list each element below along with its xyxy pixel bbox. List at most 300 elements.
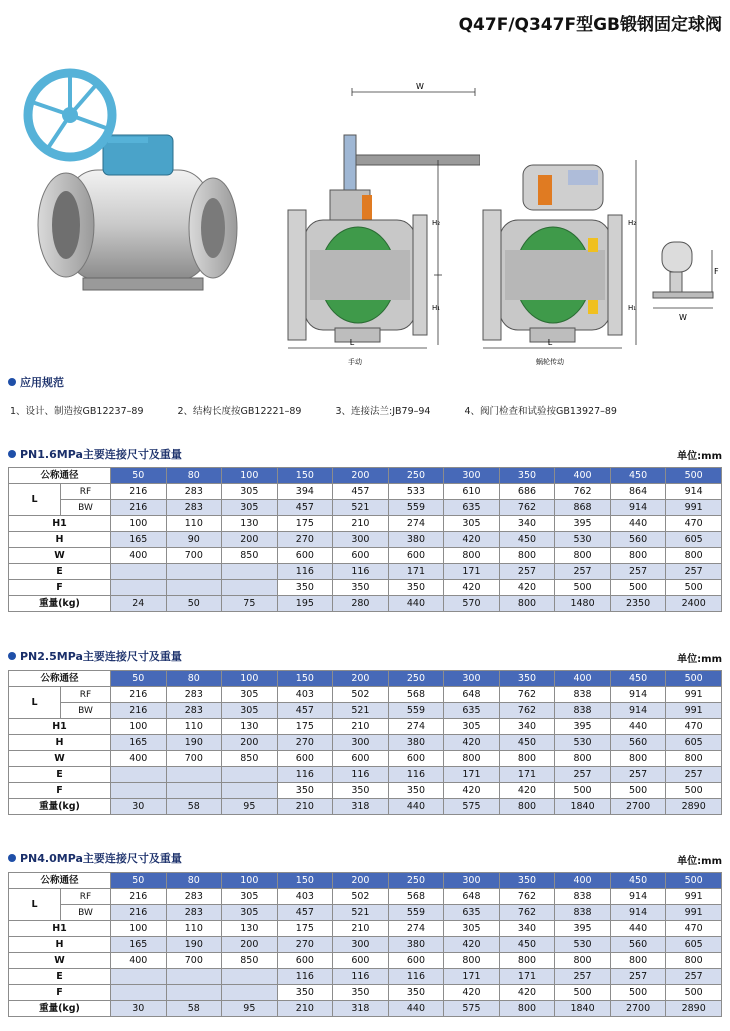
cell-rf: 838: [555, 687, 611, 703]
cell-w: 800: [499, 751, 555, 767]
cell-h: 165: [111, 937, 167, 953]
cell-dn: 200: [333, 671, 389, 687]
cell-bw: 914: [610, 905, 666, 921]
cell-h1: 175: [277, 719, 333, 735]
cell-rf: 283: [166, 889, 222, 905]
table-row: [9, 767, 722, 783]
row-label-e: E: [9, 564, 111, 580]
cell-e: [111, 564, 167, 580]
row-label-weight: 重量(kg): [9, 596, 111, 612]
cell-f: 500: [666, 580, 722, 596]
cell-w: 700: [166, 751, 222, 767]
cell-w: 800: [444, 953, 500, 969]
cell-dn: 400: [555, 671, 611, 687]
cell-h: 190: [166, 735, 222, 751]
cell-e: 171: [499, 767, 555, 783]
cell-h1: 340: [499, 719, 555, 735]
table-row: [9, 921, 722, 937]
cell-dn: 150: [277, 671, 333, 687]
cell-e: 257: [555, 969, 611, 985]
standards-list: [10, 403, 720, 417]
cell-h: 270: [277, 735, 333, 751]
unit-label: 单位:mm: [677, 856, 722, 867]
cell-h: 560: [610, 937, 666, 953]
cell-h1: 470: [666, 921, 722, 937]
cell-bw: 457: [277, 500, 333, 516]
cell-w: 400: [111, 548, 167, 564]
cell-h1: 440: [610, 516, 666, 532]
cell-h1: 110: [166, 516, 222, 532]
cell-h: 380: [388, 532, 444, 548]
cell-bw: 305: [222, 905, 278, 921]
cell-w: 600: [388, 548, 444, 564]
cell-w: 800: [555, 953, 611, 969]
cell-f: 500: [555, 985, 611, 1001]
cell-h: 530: [555, 532, 611, 548]
cell-bw: 559: [388, 500, 444, 516]
cell-weight: 2700: [610, 1001, 666, 1017]
cell-e: 171: [388, 564, 444, 580]
cell-dn: 50: [111, 671, 167, 687]
standard-item: 3、连接法兰:JB79–94: [335, 406, 431, 417]
cell-bw: 559: [388, 703, 444, 719]
cell-weight: 575: [444, 1001, 500, 1017]
cell-h1: 470: [666, 516, 722, 532]
cell-w: 850: [222, 751, 278, 767]
cell-e: [111, 767, 167, 783]
cell-rf: 283: [166, 484, 222, 500]
standards-heading: [8, 374, 64, 390]
cell-h: 380: [388, 735, 444, 751]
cell-w: 800: [610, 751, 666, 767]
cell-h: 270: [277, 532, 333, 548]
cell-bw: 991: [666, 500, 722, 516]
cell-dn: 250: [388, 873, 444, 889]
cell-weight: 210: [277, 1001, 333, 1017]
cell-dn: 80: [166, 468, 222, 484]
table-row: [9, 719, 722, 735]
cell-e: 116: [333, 969, 389, 985]
cell-f: [166, 783, 222, 799]
cell-h: 530: [555, 937, 611, 953]
table-row: [9, 735, 722, 751]
row-label-weight: 重量(kg): [9, 799, 111, 815]
table-row: [9, 905, 722, 921]
cell-h1: 274: [388, 921, 444, 937]
cell-w: 400: [111, 953, 167, 969]
cell-bw: 457: [277, 905, 333, 921]
cell-dn: 500: [666, 671, 722, 687]
cell-f: 420: [499, 783, 555, 799]
cell-rf: 762: [499, 889, 555, 905]
cell-rf: 305: [222, 889, 278, 905]
cell-e: [222, 767, 278, 783]
cell-dn: 400: [555, 873, 611, 889]
row-label-dn: 公称通径: [9, 671, 111, 687]
cell-h: 380: [388, 937, 444, 953]
table-row: [9, 580, 722, 596]
bullet-icon: [8, 378, 16, 386]
cell-rf: 216: [111, 484, 167, 500]
unit-label: 单位:mm: [677, 451, 722, 462]
cell-dn: 250: [388, 468, 444, 484]
cell-bw: 283: [166, 703, 222, 719]
cell-f: [166, 580, 222, 596]
cell-h: 530: [555, 735, 611, 751]
cell-dn: 350: [499, 671, 555, 687]
cell-w: 800: [444, 751, 500, 767]
row-label-f: F: [9, 783, 111, 799]
dim-h2-label: H₂: [432, 219, 441, 227]
cell-f: 500: [610, 985, 666, 1001]
cell-weight: 575: [444, 799, 500, 815]
cell-e: 116: [333, 767, 389, 783]
cell-h: 420: [444, 937, 500, 953]
cell-e: 257: [499, 564, 555, 580]
cell-f: [222, 985, 278, 1001]
cell-dn: 450: [610, 468, 666, 484]
cell-dn: 350: [499, 873, 555, 889]
dim-h2-label: H₂: [628, 219, 637, 227]
gearbox-side-drawing: [648, 230, 728, 340]
row-label-w: W: [9, 953, 111, 969]
cell-h: 190: [166, 937, 222, 953]
row-label-f: F: [9, 580, 111, 596]
dim-h1-label: H₁: [432, 304, 441, 312]
cell-f: 350: [277, 580, 333, 596]
cell-weight: 95: [222, 1001, 278, 1017]
row-label-w: W: [9, 548, 111, 564]
cell-w: 800: [666, 548, 722, 564]
cell-e: 116: [277, 767, 333, 783]
cell-bw: 991: [666, 905, 722, 921]
page-title: Q47F/Q347F型GB锻钢固定球阀: [458, 15, 722, 35]
row-label-weight: 重量(kg): [9, 1001, 111, 1017]
cell-f: [111, 985, 167, 1001]
cell-weight: 318: [333, 799, 389, 815]
cell-dn: 400: [555, 468, 611, 484]
cell-rf: 533: [388, 484, 444, 500]
spec-table-pn25: [8, 670, 722, 815]
cell-h1: 175: [277, 516, 333, 532]
cell-w: 600: [277, 751, 333, 767]
cell-bw: 457: [277, 703, 333, 719]
cell-e: [111, 969, 167, 985]
table-row: [9, 564, 722, 580]
table-row: [9, 596, 722, 612]
cell-rf: 762: [555, 484, 611, 500]
cell-weight: 24: [111, 596, 167, 612]
cell-weight: 570: [444, 596, 500, 612]
cell-weight: 58: [166, 799, 222, 815]
cell-w: 600: [388, 953, 444, 969]
cell-weight: 30: [111, 1001, 167, 1017]
cell-h: 165: [111, 532, 167, 548]
cell-dn: 300: [444, 873, 500, 889]
cell-h: 270: [277, 937, 333, 953]
cell-w: 800: [666, 751, 722, 767]
cell-f: [166, 985, 222, 1001]
cell-e: 171: [499, 969, 555, 985]
table-heading-text: PN2.5MPa主要连接尺寸及重量: [20, 650, 182, 663]
cell-w: 800: [610, 548, 666, 564]
cell-h: 560: [610, 532, 666, 548]
cell-bw: 521: [333, 905, 389, 921]
cell-f: 350: [333, 580, 389, 596]
cell-dn: 100: [222, 873, 278, 889]
cell-rf: 914: [610, 687, 666, 703]
cell-weight: 58: [166, 1001, 222, 1017]
cell-f: 500: [666, 985, 722, 1001]
cell-rf: 305: [222, 687, 278, 703]
cell-w: 600: [388, 751, 444, 767]
cell-weight: 2890: [666, 799, 722, 815]
cell-rf: 991: [666, 687, 722, 703]
unit-label: 单位:mm: [677, 654, 722, 665]
cell-h1: 100: [111, 921, 167, 937]
row-label-h: H: [9, 937, 111, 953]
row-label-bw: BW: [61, 500, 111, 516]
cell-w: 600: [333, 751, 389, 767]
cell-w: 850: [222, 548, 278, 564]
table-heading-text: PN4.0MPa主要连接尺寸及重量: [20, 852, 182, 865]
cell-dn: 80: [166, 873, 222, 889]
cell-rf: 568: [388, 889, 444, 905]
table-row: [9, 687, 722, 703]
cell-h: 420: [444, 532, 500, 548]
cell-h1: 110: [166, 719, 222, 735]
cell-w: 800: [610, 953, 666, 969]
cell-rf: 610: [444, 484, 500, 500]
table-row: [9, 889, 722, 905]
table-row: [9, 548, 722, 564]
cell-h1: 440: [610, 719, 666, 735]
cell-bw: 762: [499, 703, 555, 719]
cell-f: 500: [666, 783, 722, 799]
row-label-rf: RF: [61, 687, 111, 703]
cell-w: 800: [499, 548, 555, 564]
cell-w: 800: [444, 548, 500, 564]
standard-item: 4、阀门检查和试验按GB13927–89: [464, 406, 617, 417]
table-row: [9, 969, 722, 985]
cell-weight: 440: [388, 596, 444, 612]
cell-bw: 838: [555, 905, 611, 921]
cell-bw: 283: [166, 500, 222, 516]
cell-f: 350: [388, 783, 444, 799]
row-label-rf: RF: [61, 889, 111, 905]
cell-f: 420: [499, 985, 555, 1001]
cell-rf: 502: [333, 889, 389, 905]
table-row: [9, 985, 722, 1001]
cell-h1: 395: [555, 921, 611, 937]
cell-bw: 521: [333, 703, 389, 719]
cell-w: 800: [555, 548, 611, 564]
cell-rf: 648: [444, 889, 500, 905]
cell-bw: 521: [333, 500, 389, 516]
cell-h1: 340: [499, 516, 555, 532]
cell-h1: 130: [222, 921, 278, 937]
cell-rf: 762: [499, 687, 555, 703]
row-label-h1: H1: [9, 516, 111, 532]
cell-h: 605: [666, 937, 722, 953]
cell-e: 257: [666, 969, 722, 985]
cell-rf: 283: [166, 687, 222, 703]
cell-weight: 2400: [666, 596, 722, 612]
row-label-e: E: [9, 969, 111, 985]
row-label-rf: RF: [61, 484, 111, 500]
cell-weight: 75: [222, 596, 278, 612]
table-row: [9, 532, 722, 548]
cell-e: 171: [444, 969, 500, 985]
spec-table-pn16: [8, 467, 722, 612]
row-label-dn: 公称通径: [9, 468, 111, 484]
cell-e: 116: [388, 767, 444, 783]
cell-weight: 2350: [610, 596, 666, 612]
cell-h: 300: [333, 735, 389, 751]
cell-rf: 305: [222, 484, 278, 500]
row-label-l: L: [9, 687, 61, 719]
cell-bw: 216: [111, 500, 167, 516]
row-label-bw: BW: [61, 703, 111, 719]
cell-w: 600: [277, 548, 333, 564]
cell-rf: 457: [333, 484, 389, 500]
cell-f: 350: [277, 985, 333, 1001]
table-heading-pn40: [8, 850, 182, 866]
row-label-h: H: [9, 532, 111, 548]
cell-f: 350: [333, 985, 389, 1001]
cell-weight: 800: [499, 1001, 555, 1017]
valve-photo: [8, 40, 268, 310]
cell-bw: 914: [610, 500, 666, 516]
dim-l-label: L: [547, 338, 553, 347]
cell-h: 560: [610, 735, 666, 751]
manual-valve-drawing: [280, 80, 480, 370]
cell-f: [222, 783, 278, 799]
cell-e: 116: [277, 564, 333, 580]
cell-f: 500: [610, 580, 666, 596]
cell-f: [111, 580, 167, 596]
table-row: [9, 516, 722, 532]
cell-rf: 216: [111, 687, 167, 703]
cell-rf: 403: [277, 687, 333, 703]
cell-rf: 991: [666, 889, 722, 905]
cell-h1: 470: [666, 719, 722, 735]
cell-w: 600: [333, 953, 389, 969]
caption-manual: 手动: [348, 358, 362, 366]
cell-h1: 274: [388, 719, 444, 735]
dim-f-label: F: [714, 267, 719, 276]
cell-e: 257: [610, 767, 666, 783]
cell-rf: 568: [388, 687, 444, 703]
cell-w: 850: [222, 953, 278, 969]
cell-bw: 914: [610, 703, 666, 719]
cell-h: 300: [333, 532, 389, 548]
cell-weight: 2890: [666, 1001, 722, 1017]
cell-h: 90: [166, 532, 222, 548]
dim-h1-label: H₁: [628, 304, 637, 312]
cell-rf: 838: [555, 889, 611, 905]
cell-h1: 305: [444, 921, 500, 937]
cell-e: 171: [444, 767, 500, 783]
cell-h1: 305: [444, 719, 500, 735]
cell-dn: 50: [111, 468, 167, 484]
cell-h: 450: [499, 735, 555, 751]
cell-dn: 300: [444, 468, 500, 484]
cell-h1: 130: [222, 719, 278, 735]
cell-e: 257: [555, 564, 611, 580]
cell-dn: 80: [166, 671, 222, 687]
cell-e: 257: [555, 767, 611, 783]
cell-h: 200: [222, 937, 278, 953]
cell-dn: 250: [388, 671, 444, 687]
cell-weight: 30: [111, 799, 167, 815]
cell-h1: 395: [555, 516, 611, 532]
table-row: [9, 783, 722, 799]
cell-weight: 1840: [555, 1001, 611, 1017]
table-row: [9, 500, 722, 516]
cell-h1: 440: [610, 921, 666, 937]
cell-bw: 216: [111, 703, 167, 719]
bullet-icon: [8, 854, 16, 862]
cell-bw: 762: [499, 905, 555, 921]
cell-bw: 305: [222, 500, 278, 516]
cell-weight: 50: [166, 596, 222, 612]
table-row: [9, 751, 722, 767]
cell-dn: 150: [277, 468, 333, 484]
cell-bw: 559: [388, 905, 444, 921]
standards-heading-text: 应用规范: [20, 376, 64, 389]
cell-weight: 440: [388, 1001, 444, 1017]
cell-rf: 403: [277, 889, 333, 905]
cell-h: 450: [499, 532, 555, 548]
cell-bw: 283: [166, 905, 222, 921]
cell-weight: 195: [277, 596, 333, 612]
cell-e: 171: [444, 564, 500, 580]
cell-w: 600: [333, 548, 389, 564]
bullet-icon: [8, 652, 16, 660]
cell-dn: 500: [666, 468, 722, 484]
cell-rf: 686: [499, 484, 555, 500]
cell-h1: 100: [111, 516, 167, 532]
caption-gear: 蜗轮传动: [536, 358, 564, 366]
cell-f: 350: [277, 783, 333, 799]
row-label-bw: BW: [61, 905, 111, 921]
cell-bw: 216: [111, 905, 167, 921]
cell-f: 350: [388, 985, 444, 1001]
table-heading-pn16: [8, 446, 182, 462]
cell-e: [222, 564, 278, 580]
cell-dn: 50: [111, 873, 167, 889]
cell-h: 165: [111, 735, 167, 751]
table-row: [9, 468, 722, 484]
row-label-dn: 公称通径: [9, 873, 111, 889]
cell-f: 420: [444, 985, 500, 1001]
cell-w: 800: [555, 751, 611, 767]
row-label-e: E: [9, 767, 111, 783]
cell-f: 500: [610, 783, 666, 799]
spec-table-pn40: [8, 872, 722, 1017]
row-label-h1: H1: [9, 921, 111, 937]
gear-valve-drawing: [478, 80, 648, 370]
cell-e: 257: [610, 564, 666, 580]
cell-bw: 868: [555, 500, 611, 516]
cell-f: [111, 783, 167, 799]
cell-h1: 175: [277, 921, 333, 937]
cell-w: 800: [499, 953, 555, 969]
cell-h: 450: [499, 937, 555, 953]
cell-e: 116: [333, 564, 389, 580]
table-row: [9, 703, 722, 719]
